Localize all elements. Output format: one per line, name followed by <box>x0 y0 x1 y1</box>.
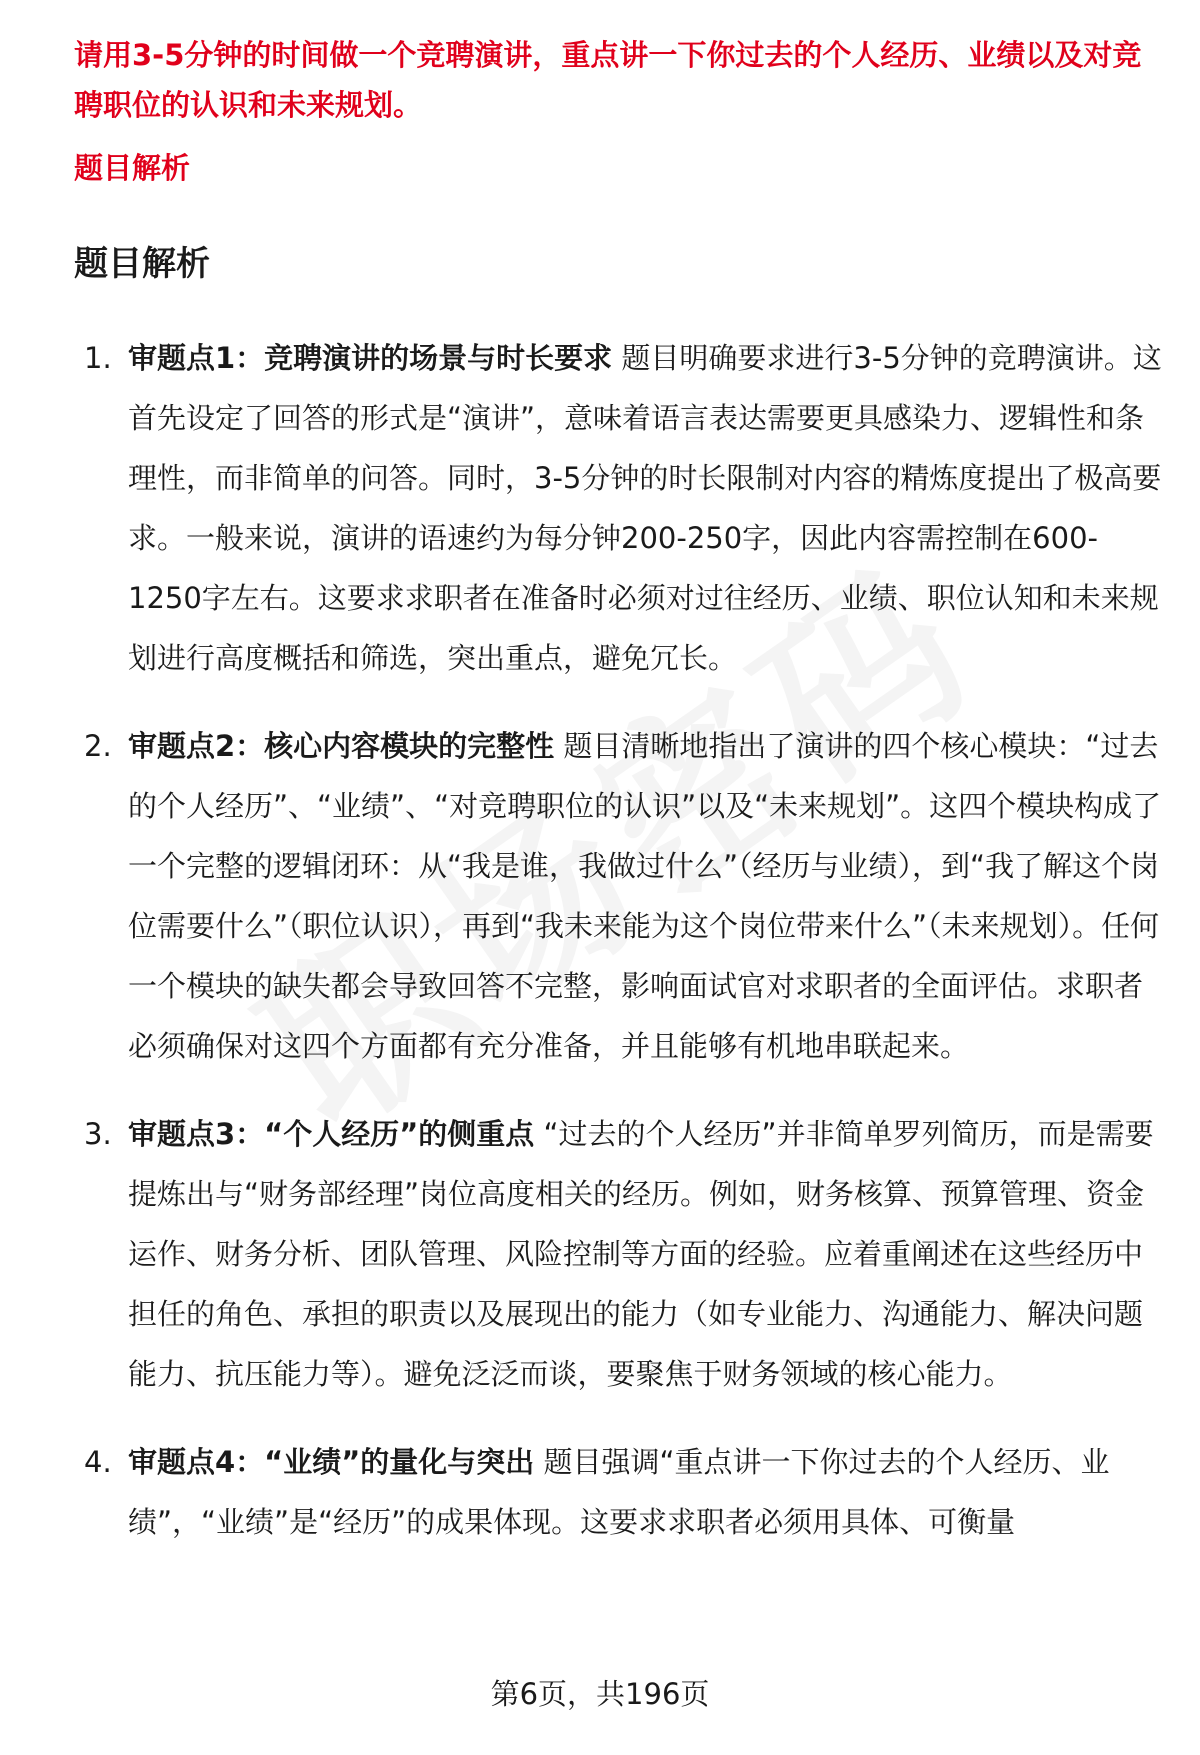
point-body: 题目明确要求进行3-5分钟的竞聘演讲。这首先设定了回答的形式是“演讲”，意味着语言表达需要更具感染力、逻辑性和条理性，而非简单的问答。同时，3-5分钟的时长限制对内容的精炼度提出了极高要求。一般来说，演讲的语速约为每分钟200-250字，因此内容需控制在600-1250字左右。这要求求职者在准备时必须对过往经历、业绩、职位认知和未来规划进行高度概括和筛选，突出重点，避免冗长。 <box>128 341 1162 675</box>
analysis-point <box>0 716 1200 1076</box>
point-number: 4. <box>84 1445 112 1479</box>
point-title: 审题点3：“个人经历”的侧重点 <box>128 1117 535 1151</box>
analysis-point <box>0 1104 1200 1404</box>
point-number: 3. <box>84 1117 112 1151</box>
point-body: 题目强调“重点讲一下你过去的个人经历、业绩”，“业绩”是“经历”的成果体现。这要求求职者必须用具体、可衡量 <box>128 1445 1110 1539</box>
question-text: 请用3-5分钟的时间做一个竞聘演讲，重点讲一下你过去的个人经历、业绩以及对竞聘职位的认识和未来规划。 <box>74 38 1142 122</box>
point-number: 1. <box>84 341 112 375</box>
analysis-points-list <box>0 328 1200 1580</box>
point-number: 2. <box>84 729 112 763</box>
analysis-point <box>0 328 1200 688</box>
section-heading: 题目解析 <box>74 244 210 284</box>
point-title: 审题点4：“业绩”的量化与突出 <box>128 1445 535 1479</box>
point-title: 审题点1：竞聘演讲的场景与时长要求 <box>128 341 613 375</box>
analysis-point <box>0 1432 1200 1552</box>
point-body: 题目清晰地指出了演讲的四个核心模块：“过去的个人经历”、“业绩”、“对竞聘职位的认识”以及“未来规划”。这四个模块构成了一个完整的逻辑闭环：从“我是谁，我做过什么”（经历与业绩），到“我了解这个岗位需要什么”（职位认识），再到“我未来能为这个岗位带来什么”（未来规划）。任何一个模块的缺失都会导致回答不完整，影响面试官对求职者的全面评估。求职者必须确保对这四个方面都有充分准备，并且能够有机地串联起来。 <box>128 729 1162 1063</box>
point-body: “过去的个人经历”并非简单罗列简历，而是需要提炼出与“财务部经理”岗位高度相关的经历。例如，财务核算、预算管理、资金运作、财务分析、团队管理、风险控制等方面的经验。应着重阐述在这些经历中担任的角色、承担的职责以及展现出的能力（如专业能力、沟通能力、解决问题能力、抗压能力等）。避免泛泛而谈，要聚焦于财务领域的核心能力。 <box>128 1117 1154 1391</box>
point-title: 审题点2：核心内容模块的完整性 <box>128 729 555 763</box>
page-footer: 第6页，共196页 <box>490 1677 710 1711</box>
analysis-label: 题目解析 <box>74 151 191 185</box>
